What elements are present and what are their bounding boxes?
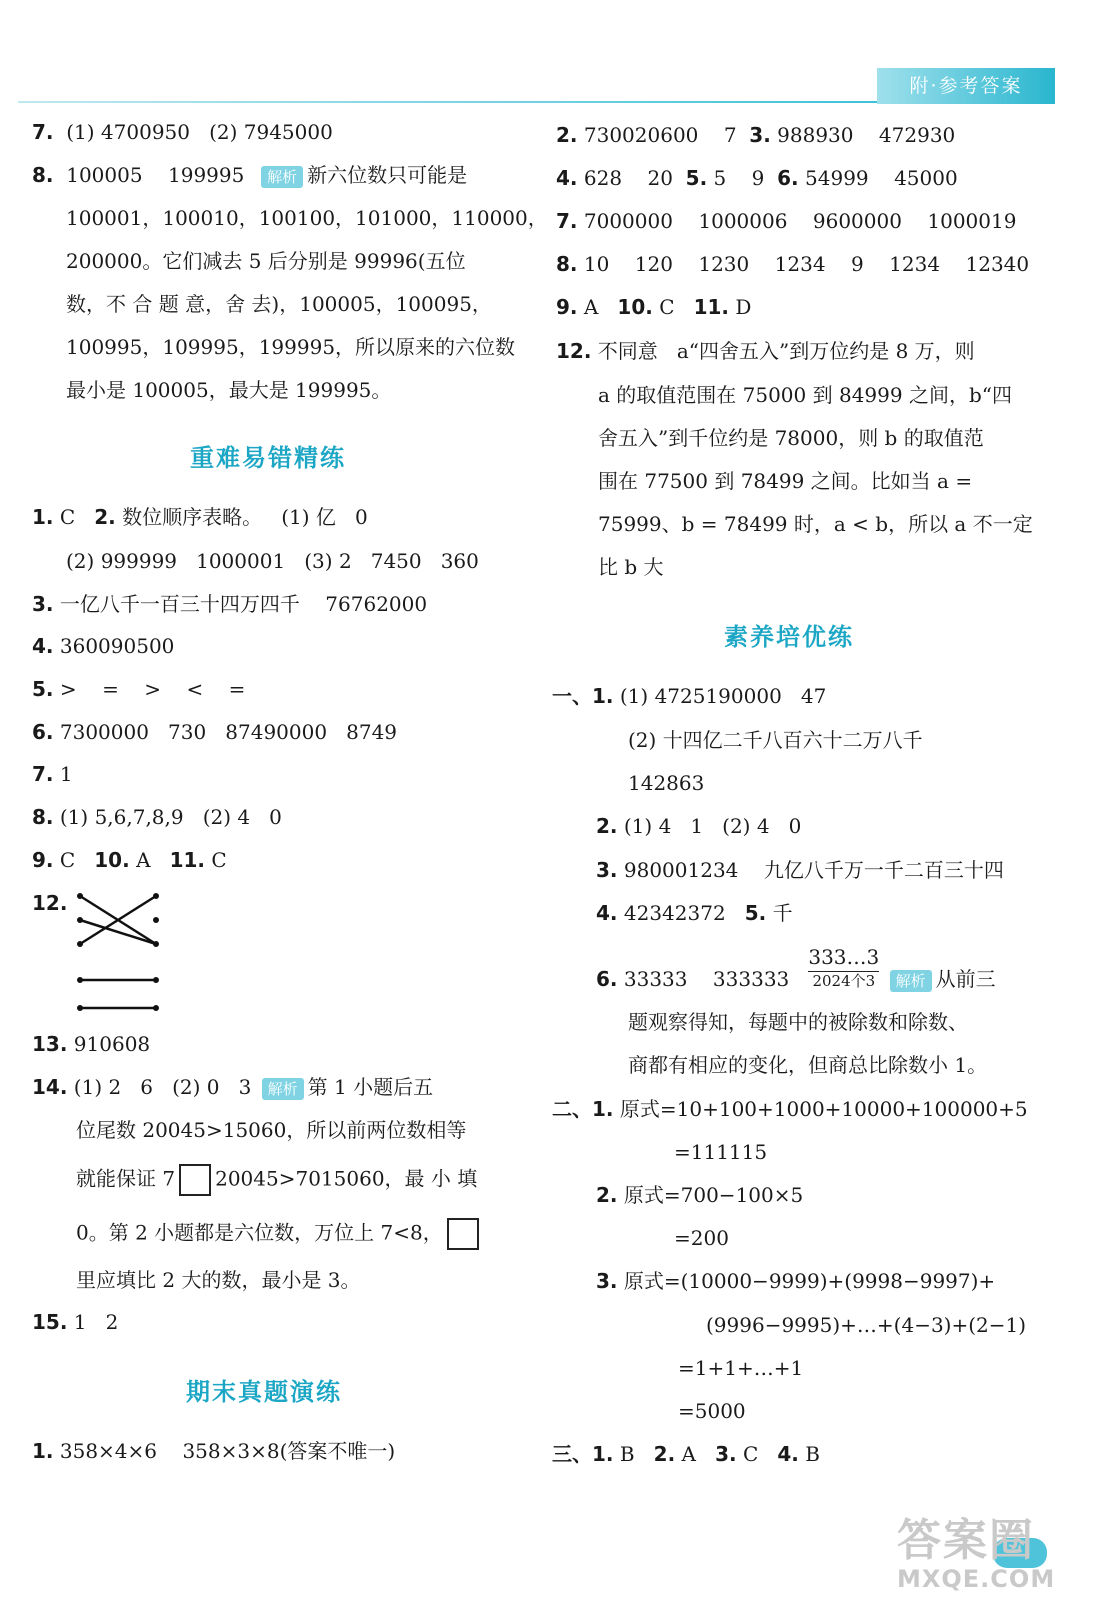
answer-r12-line4: 围在 77500 到 78499 之间。比如当 a = — [598, 469, 973, 493]
blank-box — [179, 1164, 211, 1196]
calc-2-2-result: =200 — [674, 1226, 729, 1250]
answer-r9-11: 9. A 10. C 11. D — [556, 295, 752, 319]
answer-r12-line6: 比 b 大 — [598, 555, 664, 579]
literacy-1-1: 一、1. (1) 4725190000 47 — [552, 684, 827, 708]
answer-r2-3: 2. 730020600 7 3. 988930 472930 — [556, 123, 956, 147]
matching-lines-figure — [76, 890, 160, 1014]
calc-2-3: 3. 原式=(10000−9999)+(9998−9997)+ — [596, 1269, 996, 1293]
practice-3: 3. 一亿八千一百三十四万四千 76762000 — [32, 592, 428, 616]
literacy-1-1b: (2) 十四亿二千八百六十二万八千 — [628, 728, 923, 752]
practice-14: 14. (1) 2 6 (2) 0 3 解析 第 1 小题后五 — [32, 1075, 434, 1099]
literacy-1-6-line2: 题观察得知，每题中的被除数和除数、 — [628, 1010, 968, 1034]
answer-8-line3: 200000。它们减去 5 后分别是 99996(五位 — [66, 249, 466, 273]
literacy-1-1c: 142863 — [628, 771, 705, 795]
literacy-1-6: 6. 33333 333333 333…3 2024个3 解析 从前三 — [596, 945, 996, 991]
answer-r12-line2: a 的取值范围在 75000 到 84999 之间，b“四 — [598, 383, 1012, 407]
answer-8-line5: 100995，109995，199995，所以原来的六位数 — [66, 335, 516, 359]
header-rule — [18, 101, 888, 103]
repeating-digits-brace: 333…3 2024个3 — [808, 945, 880, 990]
section-title-key-practice: 重难易错精练 — [190, 444, 346, 472]
practice-1-2: 1. C 2. 数位顺序表略。 (1) 亿 0 — [32, 505, 368, 529]
analysis-badge: 解析 — [261, 166, 303, 188]
practice-14-line3: 就能保证 7 20045>7015060，最 小 填 — [76, 1164, 477, 1196]
analysis-badge: 解析 — [890, 970, 932, 992]
answer-7: 7. (1) 4700950 (2) 7945000 — [32, 120, 333, 144]
watermark: 答案圈 MXQE.COM — [897, 1515, 1056, 1593]
calc-2-3-line3: =1+1+…+1 — [678, 1356, 804, 1380]
section-title-literacy: 素养培优练 — [724, 623, 854, 651]
literacy-1-6-line3: 商都有相应的变化，但商总比除数小 1。 — [628, 1053, 988, 1077]
practice-15: 15. 1 2 — [32, 1310, 119, 1334]
literacy-1-3: 3. 980001234 九亿八千万一千二百三十四 — [596, 858, 1004, 882]
header-tab: 附·参考答案 — [877, 68, 1055, 104]
practice-13: 13. 910608 — [32, 1032, 151, 1056]
literacy-1-4-5: 4. 42342372 5. 千 — [596, 901, 793, 925]
match-line-4 — [80, 920, 156, 944]
practice-4: 4. 360090500 — [32, 634, 175, 658]
calc-2-2: 2. 原式=700−100×5 — [596, 1183, 804, 1207]
answer-8: 8. 100005 199995 解析 新六位数只可能是 — [32, 163, 468, 187]
calc-2-1: 二、1. 原式=10+100+1000+10000+100000+5 — [552, 1097, 1028, 1121]
practice-14-line2: 位尾数 20045>15060，所以前两位数相等 — [76, 1118, 467, 1142]
practice-14-line5: 里应填比 2 大的数，最小是 3。 — [76, 1268, 361, 1292]
analysis-badge: 解析 — [262, 1078, 304, 1100]
blank-box — [447, 1218, 479, 1250]
answer-r7: 7. 7000000 1000006 9600000 1000019 — [556, 209, 1017, 233]
answer-r4-6: 4. 628 20 5. 5 9 6. 54999 45000 — [556, 166, 958, 190]
answer-r12-line3: 舍五入”到千位约是 78000，则 b 的取值范 — [598, 426, 984, 450]
practice-8: 8. (1) 5,6,7,8,9 (2) 4 0 — [32, 805, 282, 829]
calc-2-3-line4: =5000 — [678, 1399, 746, 1423]
choice-3: 三、1. B 2. A 3. C 4. B — [552, 1442, 820, 1466]
answer-8-line2: 100001，100010，100100，101000，110000， — [66, 206, 548, 230]
answer-8-line4: 数，不 合 题 意，舍 去)，100005，100095， — [66, 292, 492, 316]
practice-2-cont: (2) 999999 1000001 (3) 2 7450 360 — [66, 549, 479, 573]
literacy-1-2: 2. (1) 4 1 (2) 4 0 — [596, 814, 802, 838]
practice-9-11: 9. C 10. A 11. C — [32, 848, 227, 872]
answer-r8: 8. 10 120 1230 1234 9 1234 12340 — [556, 252, 1030, 276]
practice-6: 6. 7300000 730 87490000 8749 — [32, 720, 398, 744]
answer-r12: 12. 不同意 a“四舍五入”到万位约是 8 万，则 — [556, 339, 975, 363]
answer-r12-line5: 75999、b = 78499 时，a < b，所以 a 不一定 — [598, 512, 1033, 536]
exam-1: 1. 358×4×6 358×3×8(答案不唯一) — [32, 1439, 396, 1463]
practice-7: 7. 1 — [32, 762, 73, 786]
section-title-final-exam: 期末真题演练 — [186, 1378, 342, 1406]
practice-5: 5. > = > < = — [32, 677, 246, 701]
calc-2-3-line2: (9996−9995)+…+(4−3)+(2−1) — [706, 1313, 1027, 1337]
answer-8-line6: 最小是 100005，最大是 199995。 — [66, 378, 392, 402]
calc-2-1-result: =111115 — [674, 1140, 768, 1164]
practice-12: 12. — [32, 891, 68, 915]
practice-14-line4: 0。第 2 小题都是六位数，万位上 7<8， — [76, 1218, 483, 1250]
